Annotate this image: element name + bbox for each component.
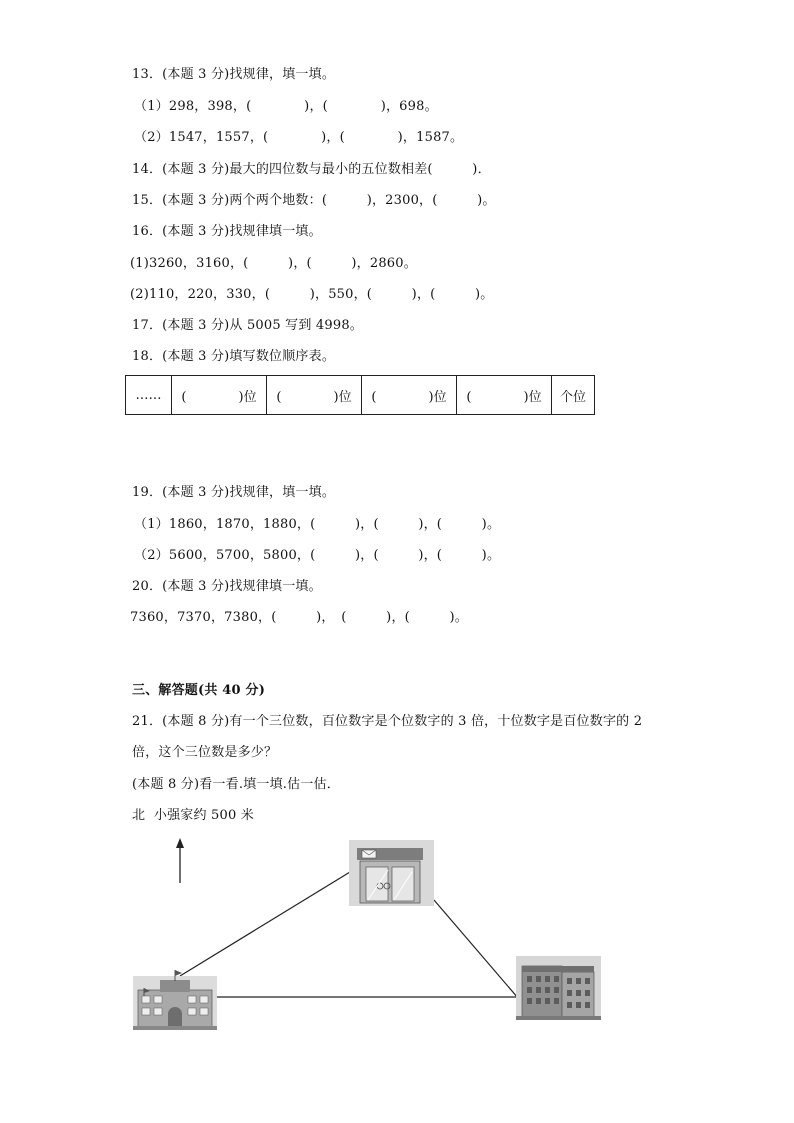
q21-line2: 倍，这个三位数是多少？: [132, 745, 278, 760]
table-cell-blank-place[interactable]: ( )位: [172, 376, 267, 415]
north-arrow-icon: [176, 838, 184, 883]
q19-part2: （2）5600，5700，5800，( )，( )，( )。: [134, 548, 501, 563]
q15-title: 15．(本题 3 分)两个两个地数：( )，2300，( )。: [132, 193, 496, 208]
section3-heading: 三、解答题(共 40 分): [132, 683, 266, 698]
q16-title: 16．(本题 3 分)找规律填一填。: [132, 224, 322, 239]
xiaoqiang-home-building-icon: [516, 956, 601, 1020]
table-cell-blank-place[interactable]: ( )位: [457, 376, 552, 415]
q20-part1: 7360，7370，7380，( )， ( )，( )。: [130, 610, 468, 625]
school-building-icon: [133, 970, 217, 1030]
q14-title: 14．(本题 3 分)最大的四位数与最小的五位数相差( )．: [132, 162, 491, 177]
q13-part1: （1）298，398，( )，( )，698。: [134, 99, 438, 114]
q22-caption: 北 小强家约 500 米: [132, 808, 254, 823]
q18-title: 18．(本题 3 分)填写数位顺序表。: [132, 349, 336, 364]
q13-title: 13．(本题 3 分)找规律，填一填。: [132, 67, 336, 82]
q22-title: (本题 8 分)看一看.填一填.估一估．: [132, 777, 340, 792]
table-cell-ones: 个位: [552, 376, 595, 415]
q21-line1: 21．(本题 8 分)有一个三位数，百位数字是个位数字的 3 倍，十位数字是百位数字的 2: [132, 714, 643, 729]
place-value-table: [125, 375, 595, 415]
post-office-icon: [349, 840, 434, 906]
table-cell-ellipsis: ……: [126, 376, 172, 415]
q17-title: 17．(本题 3 分)从 5005 写到 4998。: [132, 318, 363, 333]
q16-part2: (2)110，220，330，( )，550，( )，( )。: [130, 287, 494, 302]
q16-part1: (1)3260，3160，( )，( )，2860。: [130, 256, 417, 271]
q19-title: 19．(本题 3 分)找规律，填一填。: [132, 485, 336, 500]
table-row: [126, 376, 595, 415]
map-figure: [0, 830, 794, 1050]
q20-title: 20．(本题 3 分)找规律填一填。: [132, 579, 322, 594]
table-cell-blank-place[interactable]: ( )位: [267, 376, 362, 415]
q19-part1: （1）1860，1870，1880，( )，( )，( )。: [134, 517, 501, 532]
table-cell-blank-place[interactable]: ( )位: [362, 376, 457, 415]
q13-part2: （2）1547，1557，( )，( )，1587。: [134, 130, 464, 145]
